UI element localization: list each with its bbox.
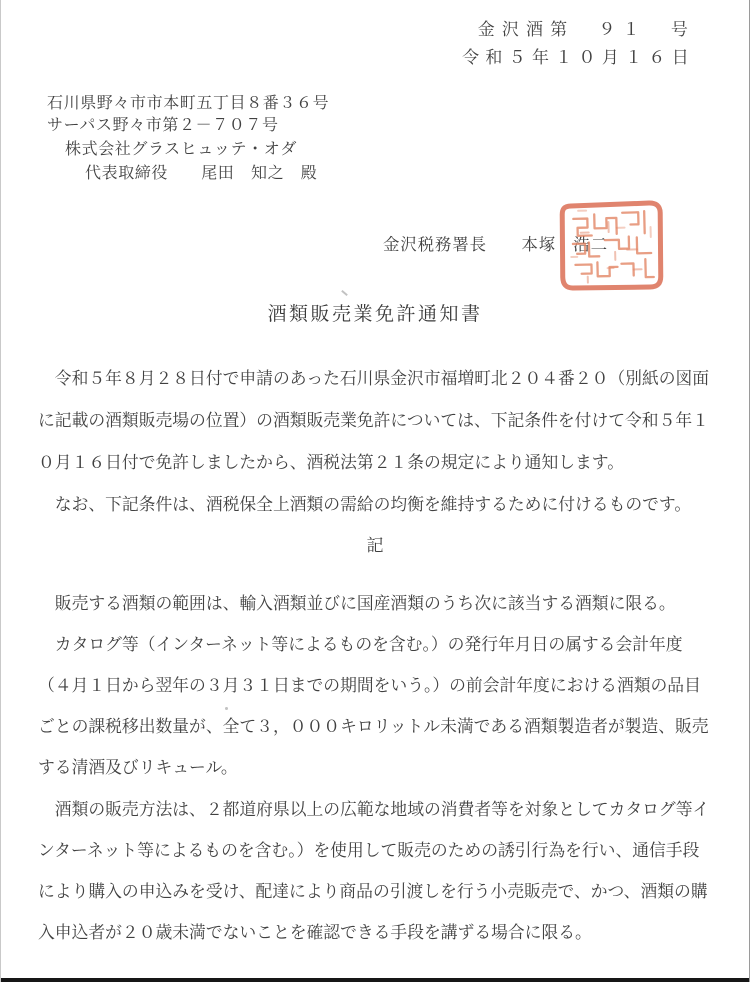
condition-3-line-3: により購入の申込みを受け、配達により商品の引渡しを行う小売販売で、かつ、酒類の購	[38, 882, 708, 901]
recipient-representative: 代表取締役 尾田 知之 殿	[85, 165, 318, 182]
body-paragraph-1-line-3: ０月１６日付で免許しましたから、酒税法第２１条の規定により通知します。	[38, 453, 625, 472]
condition-2-line-1: カタログ等（インターネット等によるものを含む。）の発行年月日の属する会計年度	[38, 635, 683, 654]
body-paragraph-1-line-2: に記載の酒類販売場の位置）の酒類販売業免許については、下記条件を付けて令和５年１	[38, 411, 709, 430]
condition-3-line-1: 酒類の販売方法は、２都道府県以上の広範な地域の消費者等を対象としてカタログ等イ	[38, 800, 710, 819]
issuer-signature-line: 金沢税務署長 本塚 浩二	[383, 235, 608, 254]
doc-number: 金沢酒第 ９１ 号	[477, 20, 695, 39]
scan-speck	[341, 290, 348, 296]
official-seal-stamp	[556, 197, 666, 296]
recipient-company-name: 株式会社グラスヒュッテ・オダ	[65, 141, 297, 158]
condition-1: 販売する酒類の範囲は、輸入酒類並びに国産酒類のうち次に該当する酒類に限る。	[38, 594, 676, 613]
document-header	[462, 16, 695, 72]
condition-3-line-2: ンターネット等によるものを含む。）を使用して販売のための誘引行為を行い、通信手段	[38, 841, 700, 860]
scan-speck	[225, 707, 228, 710]
condition-2-line-3: ごとの課税移出数量が、全て３，０００キロリットル未満である酒類製造者が製造、販売	[38, 717, 709, 736]
condition-2-line-4: する清酒及びリキュール。	[38, 758, 238, 777]
recipient-address-line1: 石川県野々市市本町五丁目８番３６号	[47, 95, 330, 112]
issue-date: 令和５年１０月１６日	[462, 48, 695, 67]
body-paragraph-1-line-1: 令和５年８月２８日付で申請のあった石川県金沢市福増町北２０４番２０（別紙の図面	[38, 369, 710, 388]
document-title: 酒類販売業免許通知書	[267, 304, 483, 325]
body-paragraph-2: なお、下記条件は、酒税保全上酒類の需給の均衡を維持するために付けるものです。	[38, 495, 692, 514]
section-marker-ki: 記	[366, 536, 384, 555]
condition-3-line-4: 入申込者が２０歳未満でないことを確認できる手段を講ずる場合に限る。	[38, 923, 592, 942]
scan-edge-artifact	[1, 978, 749, 982]
recipient-address-line2: サーパス野々市第２－７０７号	[47, 117, 279, 134]
condition-2-line-2: （４月１日から翌年の３月３１日までの期間をいう。）の前会計年度における酒類の品目	[38, 676, 701, 695]
